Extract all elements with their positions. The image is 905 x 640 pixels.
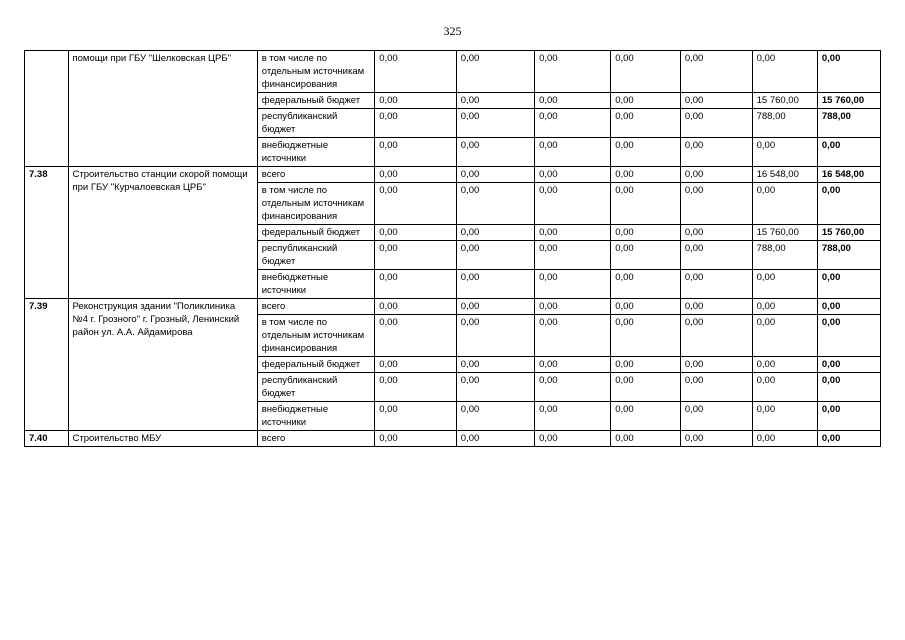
table-row <box>25 299 881 315</box>
value-cell: 0,00 <box>535 241 611 270</box>
value-cell: 0,00 <box>680 373 752 402</box>
value-cell: 0,00 <box>456 299 534 315</box>
table-row <box>25 431 881 447</box>
value-cell: 0,00 <box>611 138 681 167</box>
value-cell: 0,00 <box>375 109 457 138</box>
funding-source-cell: внебюджетные источники <box>257 402 374 431</box>
value-cell: 0,00 <box>752 402 817 431</box>
funding-source-cell: внебюджетные источники <box>257 138 374 167</box>
value-cell: 0,00 <box>535 109 611 138</box>
value-cell: 0,00 <box>680 167 752 183</box>
value-cell: 0,00 <box>611 225 681 241</box>
item-number-cell: 7.40 <box>25 431 69 447</box>
value-cell: 0,00 <box>680 241 752 270</box>
value-cell: 0,00 <box>680 315 752 357</box>
value-cell: 0,00 <box>680 183 752 225</box>
value-cell: 0,00 <box>535 270 611 299</box>
total-value-cell: 0,00 <box>817 357 880 373</box>
value-cell: 0,00 <box>611 431 681 447</box>
value-cell: 16 548,00 <box>752 167 817 183</box>
total-value-cell: 0,00 <box>817 402 880 431</box>
value-cell: 0,00 <box>535 51 611 93</box>
total-value-cell: 15 760,00 <box>817 225 880 241</box>
value-cell: 0,00 <box>375 315 457 357</box>
value-cell: 0,00 <box>611 109 681 138</box>
value-cell: 0,00 <box>375 402 457 431</box>
value-cell: 0,00 <box>375 241 457 270</box>
value-cell: 0,00 <box>535 315 611 357</box>
value-cell: 0,00 <box>752 357 817 373</box>
value-cell: 0,00 <box>680 299 752 315</box>
item-number-cell: 7.38 <box>25 167 69 299</box>
value-cell: 0,00 <box>456 93 534 109</box>
value-cell: 0,00 <box>375 357 457 373</box>
funding-source-cell: республиканский бюджет <box>257 373 374 402</box>
funding-source-cell: всего <box>257 167 374 183</box>
funding-source-cell: внебюджетные источники <box>257 270 374 299</box>
value-cell: 0,00 <box>752 315 817 357</box>
value-cell: 0,00 <box>375 431 457 447</box>
total-value-cell: 0,00 <box>817 183 880 225</box>
value-cell: 0,00 <box>611 183 681 225</box>
funding-source-cell: республиканский бюджет <box>257 109 374 138</box>
item-name-cell: помощи при ГБУ "Шелковская ЦРБ" <box>68 51 257 167</box>
value-cell: 15 760,00 <box>752 93 817 109</box>
value-cell: 0,00 <box>680 357 752 373</box>
value-cell: 0,00 <box>535 357 611 373</box>
value-cell: 0,00 <box>752 270 817 299</box>
total-value-cell: 0,00 <box>817 299 880 315</box>
value-cell: 0,00 <box>680 138 752 167</box>
value-cell: 0,00 <box>535 402 611 431</box>
value-cell: 0,00 <box>375 183 457 225</box>
value-cell: 0,00 <box>535 183 611 225</box>
value-cell: 0,00 <box>680 270 752 299</box>
value-cell: 0,00 <box>375 299 457 315</box>
value-cell: 0,00 <box>680 431 752 447</box>
item-name-cell: Строительство МБУ <box>68 431 257 447</box>
total-value-cell: 15 760,00 <box>817 93 880 109</box>
value-cell: 0,00 <box>535 373 611 402</box>
value-cell: 0,00 <box>611 51 681 93</box>
funding-source-cell: всего <box>257 431 374 447</box>
funding-source-cell: в том числе по отдельным источникам финансирования <box>257 315 374 357</box>
value-cell: 0,00 <box>680 402 752 431</box>
value-cell: 0,00 <box>680 51 752 93</box>
value-cell: 0,00 <box>535 431 611 447</box>
value-cell: 0,00 <box>535 93 611 109</box>
funding-source-cell: в том числе по отдельным источникам финансирования <box>257 183 374 225</box>
total-value-cell: 0,00 <box>817 270 880 299</box>
value-cell: 0,00 <box>752 373 817 402</box>
value-cell: 0,00 <box>456 357 534 373</box>
funding-source-cell: федеральный бюджет <box>257 225 374 241</box>
value-cell: 0,00 <box>456 225 534 241</box>
total-value-cell: 0,00 <box>817 315 880 357</box>
total-value-cell: 0,00 <box>817 138 880 167</box>
value-cell: 0,00 <box>375 138 457 167</box>
funding-source-cell: республиканский бюджет <box>257 241 374 270</box>
value-cell: 0,00 <box>456 138 534 167</box>
value-cell: 0,00 <box>680 109 752 138</box>
value-cell: 0,00 <box>752 431 817 447</box>
table-row <box>25 167 881 183</box>
funding-source-cell: в том числе по отдельным источникам финансирования <box>257 51 374 93</box>
value-cell: 0,00 <box>456 167 534 183</box>
value-cell: 0,00 <box>375 93 457 109</box>
item-number-cell: 7.39 <box>25 299 69 431</box>
value-cell: 0,00 <box>375 270 457 299</box>
value-cell: 0,00 <box>375 225 457 241</box>
funding-source-cell: всего <box>257 299 374 315</box>
value-cell: 0,00 <box>375 373 457 402</box>
value-cell: 0,00 <box>375 51 457 93</box>
value-cell: 0,00 <box>456 431 534 447</box>
value-cell: 0,00 <box>456 315 534 357</box>
value-cell: 0,00 <box>456 183 534 225</box>
value-cell: 0,00 <box>611 270 681 299</box>
value-cell: 0,00 <box>752 138 817 167</box>
page-number: 325 <box>443 24 462 38</box>
table-row <box>25 51 881 93</box>
total-value-cell: 0,00 <box>817 431 880 447</box>
item-name-cell: Строительство станции скорой помощи при ГБУ "Курчалоевская ЦРБ" <box>68 167 257 299</box>
value-cell: 788,00 <box>752 109 817 138</box>
value-cell: 0,00 <box>456 270 534 299</box>
funding-source-cell: федеральный бюджет <box>257 93 374 109</box>
value-cell: 0,00 <box>535 299 611 315</box>
value-cell: 0,00 <box>611 167 681 183</box>
value-cell: 0,00 <box>752 183 817 225</box>
value-cell: 0,00 <box>535 167 611 183</box>
value-cell: 0,00 <box>535 225 611 241</box>
value-cell: 0,00 <box>752 299 817 315</box>
value-cell: 0,00 <box>456 109 534 138</box>
value-cell: 0,00 <box>611 315 681 357</box>
value-cell: 0,00 <box>456 402 534 431</box>
item-number-cell <box>25 51 69 167</box>
value-cell: 0,00 <box>611 357 681 373</box>
item-name-cell: Реконструкция здании "Поликлиника №4 г. Грозного" г. Грозный, Ленинский район ул. А.А. Айдамирова <box>68 299 257 431</box>
total-value-cell: 16 548,00 <box>817 167 880 183</box>
value-cell: 0,00 <box>611 93 681 109</box>
value-cell: 0,00 <box>611 299 681 315</box>
value-cell: 0,00 <box>680 225 752 241</box>
budget-table <box>24 50 881 447</box>
total-value-cell: 788,00 <box>817 241 880 270</box>
total-value-cell: 0,00 <box>817 373 880 402</box>
value-cell: 0,00 <box>456 373 534 402</box>
value-cell: 0,00 <box>375 167 457 183</box>
value-cell: 0,00 <box>680 93 752 109</box>
total-value-cell: 0,00 <box>817 51 880 93</box>
value-cell: 0,00 <box>611 402 681 431</box>
value-cell: 0,00 <box>456 51 534 93</box>
value-cell: 788,00 <box>752 241 817 270</box>
total-value-cell: 788,00 <box>817 109 880 138</box>
value-cell: 0,00 <box>535 138 611 167</box>
funding-source-cell: федеральный бюджет <box>257 357 374 373</box>
value-cell: 0,00 <box>611 373 681 402</box>
value-cell: 0,00 <box>456 241 534 270</box>
value-cell: 0,00 <box>611 241 681 270</box>
value-cell: 15 760,00 <box>752 225 817 241</box>
value-cell: 0,00 <box>752 51 817 93</box>
